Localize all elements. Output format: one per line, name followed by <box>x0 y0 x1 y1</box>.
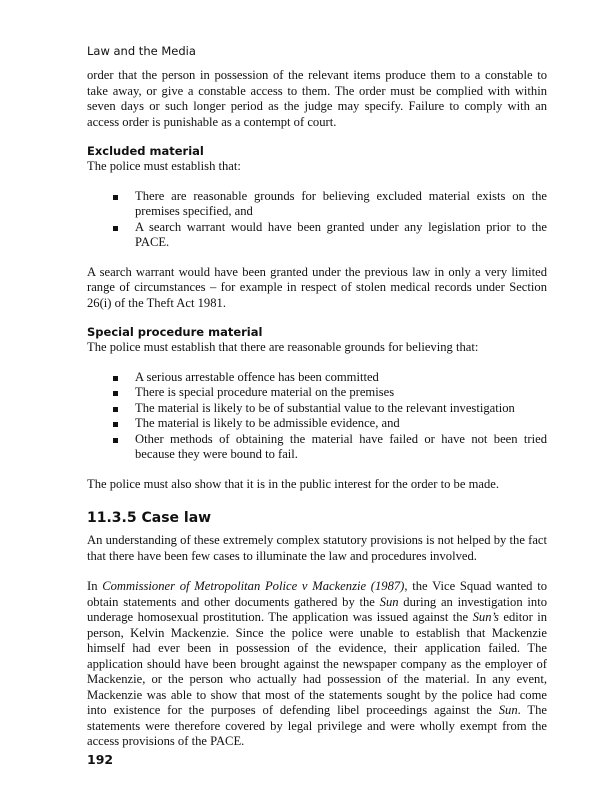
case-law-paragraph-1: An understanding of these extremely complex statutory provisions is not helped by the fact that there have been few cases to illuminate the law and procedures involved. <box>87 533 547 563</box>
case-law-paragraph-2: In Commissioner of Metropolitan Police v Mackenzie (1987), the Vice Squad wanted to obtain statements and other documents gathered by the Sun during an investigation into underage homosexual prostitution. The application was issued against the Sun’s editor in person, Kelvin Mackenzie. Since the police were unable to establish that Mackenzie himself had ever been in possession of the evidence, their application failed. The application should have been brought against the newspaper company as the employer of Mackenzie, or the person who actually had possession of the material. In any event, Mackenzie was able to show that most of the statements sought by the police had come into existence for the purposes of defending libel proceedings against the Sun. The statements were therefore covered by legal privilege and were wholly exempt from the access provisions of the PACE. <box>87 579 548 748</box>
special-lead: The police must establish that there are reasonable grounds for believing that: <box>87 340 479 354</box>
excluded-after-paragraph: A search warrant would have been granted under the previous law in only a very limited range of circumstances – for example in respect of stolen medical records under Section 26(i) of the Theft Act 1981. <box>87 264 547 310</box>
case-citation: Commissioner of Metropolitan Police v Mackenzie (1987) <box>102 579 405 593</box>
list-item: Other methods of obtaining the material have failed or have not been tried because they were bound to fail. <box>113 432 547 463</box>
newspaper-name: Sun <box>379 594 399 609</box>
special-procedure-heading: Special procedure material <box>87 325 263 339</box>
excluded-bullet-list <box>87 189 547 251</box>
list-item: The material is likely to be of substantial value to the relevant investigation <box>113 401 547 417</box>
excluded-material-heading: Excluded material <box>87 144 204 158</box>
newspaper-name: Sun <box>498 703 518 717</box>
special-bullet-list <box>87 370 547 463</box>
page-number: 192 <box>87 752 114 767</box>
list-item: A serious arrestable offence has been committed <box>113 370 547 386</box>
newspaper-name: Sun’s <box>472 610 499 624</box>
list-item: The material is likely to be admissible evidence, and <box>113 416 547 432</box>
list-item: There are reasonable grounds for believing excluded material exists on the premises specified, and <box>113 189 547 220</box>
list-item: A search warrant would have been granted under any legislation prior to the PACE. <box>113 220 547 251</box>
public-interest-paragraph: The police must also show that it is in the public interest for the order to be made. <box>87 476 499 491</box>
running-title: Law and the Media <box>87 44 196 58</box>
list-item: There is special procedure material on the premises <box>113 385 547 401</box>
case-law-heading: 11.3.5 Case law <box>87 510 212 526</box>
page-body <box>87 68 547 750</box>
intro-paragraph: order that the person in possession of the relevant items produce them to a constable to take away, or give a constable access to them. The order must be complied with within seven days or such longer period as the judge may specify. Failure to comply with an access order is punishable as a contempt of court. <box>87 68 547 129</box>
excluded-lead: The police must establish that: <box>87 159 241 173</box>
